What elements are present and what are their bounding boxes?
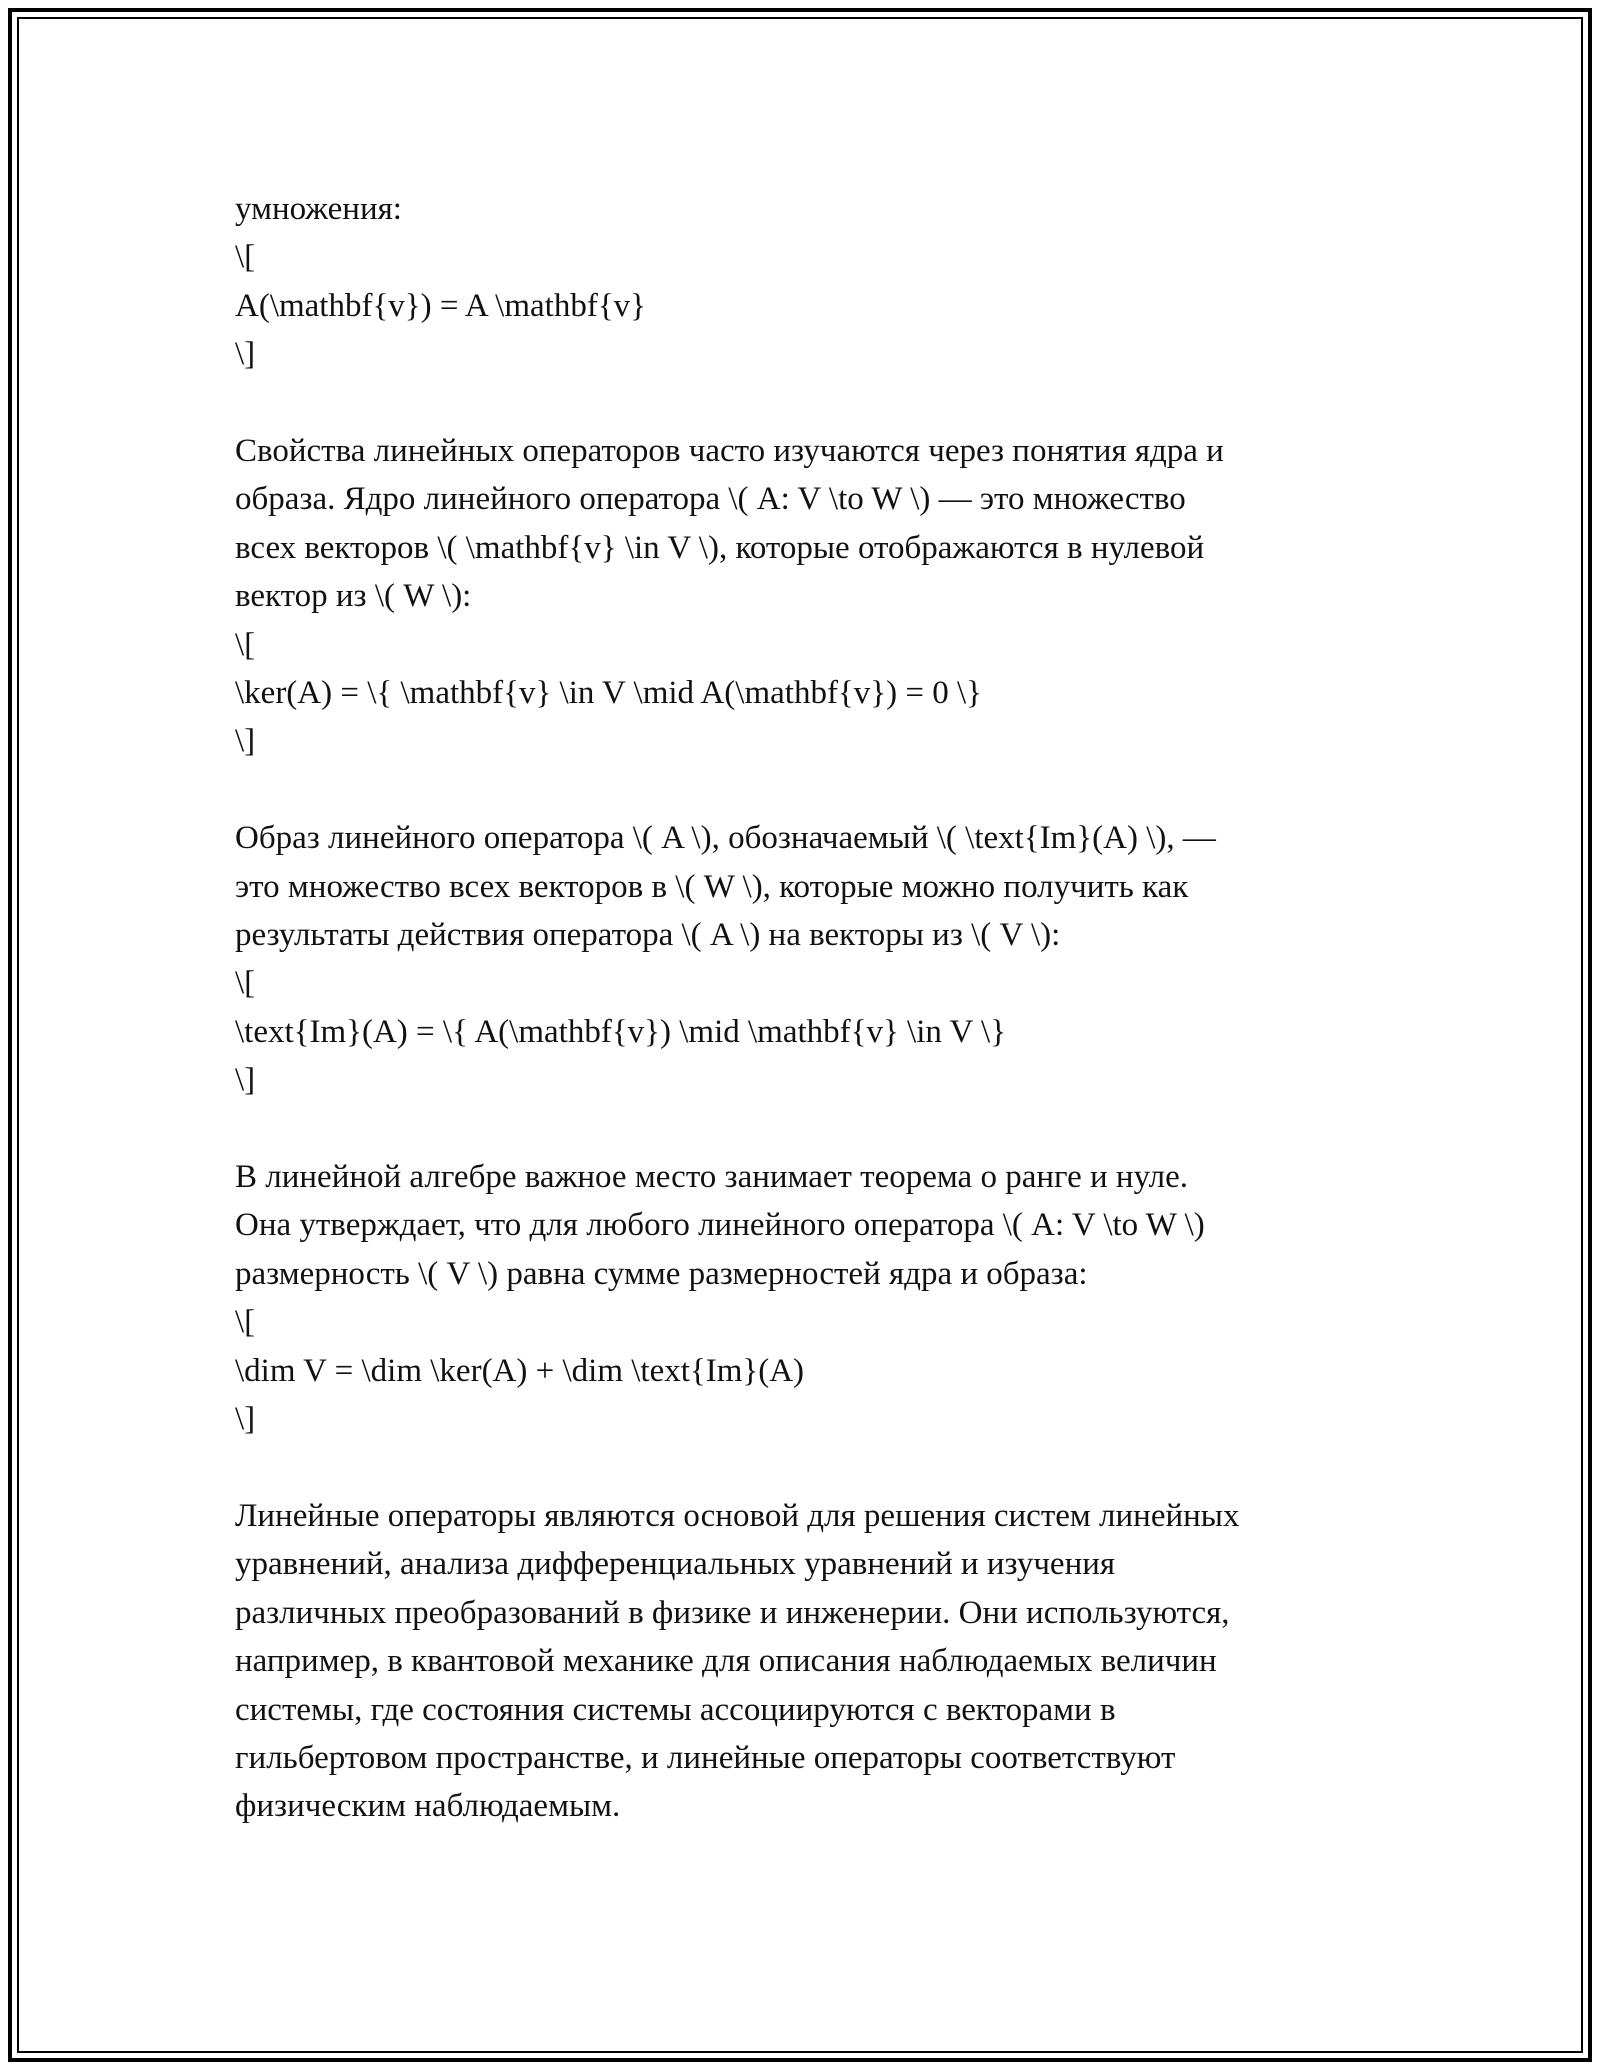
text-line: вектор из \( W \): (235, 578, 472, 615)
text-line: системы, где состояния системы ассоциируются с векторами в (235, 1691, 1116, 1728)
paragraph-1 (235, 185, 1385, 379)
text-line: уравнений, анализа дифференциальных уравнений и изучения (235, 1546, 1116, 1583)
text-line: Она утверждает, что для любого линейного оператора \( A: V \to W \) (235, 1207, 1205, 1244)
text-line: \] (235, 336, 256, 373)
text-line: различных преобразований в физике и инженерии. Они используются, (235, 1594, 1230, 1631)
paragraph-gap (235, 379, 1385, 427)
text-line: \] (235, 723, 256, 760)
text-line: \[ (235, 626, 256, 663)
text-line: Образ линейного оператора \( A \), обозначаемый \( \text{Im}(A) \), — (235, 820, 1216, 857)
text-line: \[ (235, 965, 256, 1002)
paragraph-gap (235, 1105, 1385, 1153)
text-line: физическим наблюдаемым. (235, 1788, 621, 1825)
document-body (235, 185, 1385, 1831)
paragraph-3 (235, 814, 1385, 1104)
text-line: \[ (235, 1304, 256, 1341)
text-line: \[ (235, 239, 256, 276)
paragraph-5 (235, 1492, 1385, 1831)
text-line: размерность \( V \) равна сумме размерностей ядра и образа: (235, 1255, 1088, 1292)
text-line: Свойства линейных операторов часто изучаются через понятия ядра и (235, 433, 1224, 470)
text-line: например, в квантовой механике для описания наблюдаемых величин (235, 1643, 1217, 1680)
text-line: \text{Im}(A) = \{ A(\mathbf{v}) \mid \mathbf{v} \in V \} (235, 1013, 1007, 1050)
text-line: результаты действия оператора \( A \) на векторы из \( V \): (235, 917, 1061, 954)
paragraph-2 (235, 427, 1385, 766)
text-line: это множество всех векторов в \( W \), которые можно получить как (235, 868, 1189, 905)
text-line: \] (235, 1401, 256, 1438)
text-line: всех векторов \( \mathbf{v} \in V \), которые отображаются в нулевой (235, 529, 1205, 566)
text-line: В линейной алгебре важное место занимает теорема о ранге и нуле. (235, 1159, 1188, 1196)
text-line: A(\mathbf{v}) = A \mathbf{v} (235, 287, 647, 324)
text-line: \] (235, 1062, 256, 1099)
paragraph-gap (235, 1444, 1385, 1492)
paragraph-4 (235, 1153, 1385, 1443)
text-line: умножения: (235, 191, 402, 227)
text-line: \dim V = \dim \ker(A) + \dim \text{Im}(A) (235, 1352, 805, 1389)
paragraph-gap (235, 766, 1385, 814)
text-line: Линейные операторы являются основой для решения систем линейных (235, 1497, 1240, 1534)
text-line: образа. Ядро линейного оператора \( A: V \to W \) — это множество (235, 481, 1186, 518)
text-line: гильбертовом пространстве, и линейные операторы соответствуют (235, 1739, 1176, 1776)
text-line: \ker(A) = \{ \mathbf{v} \in V \mid A(\mathbf{v}) = 0 \} (235, 675, 982, 712)
